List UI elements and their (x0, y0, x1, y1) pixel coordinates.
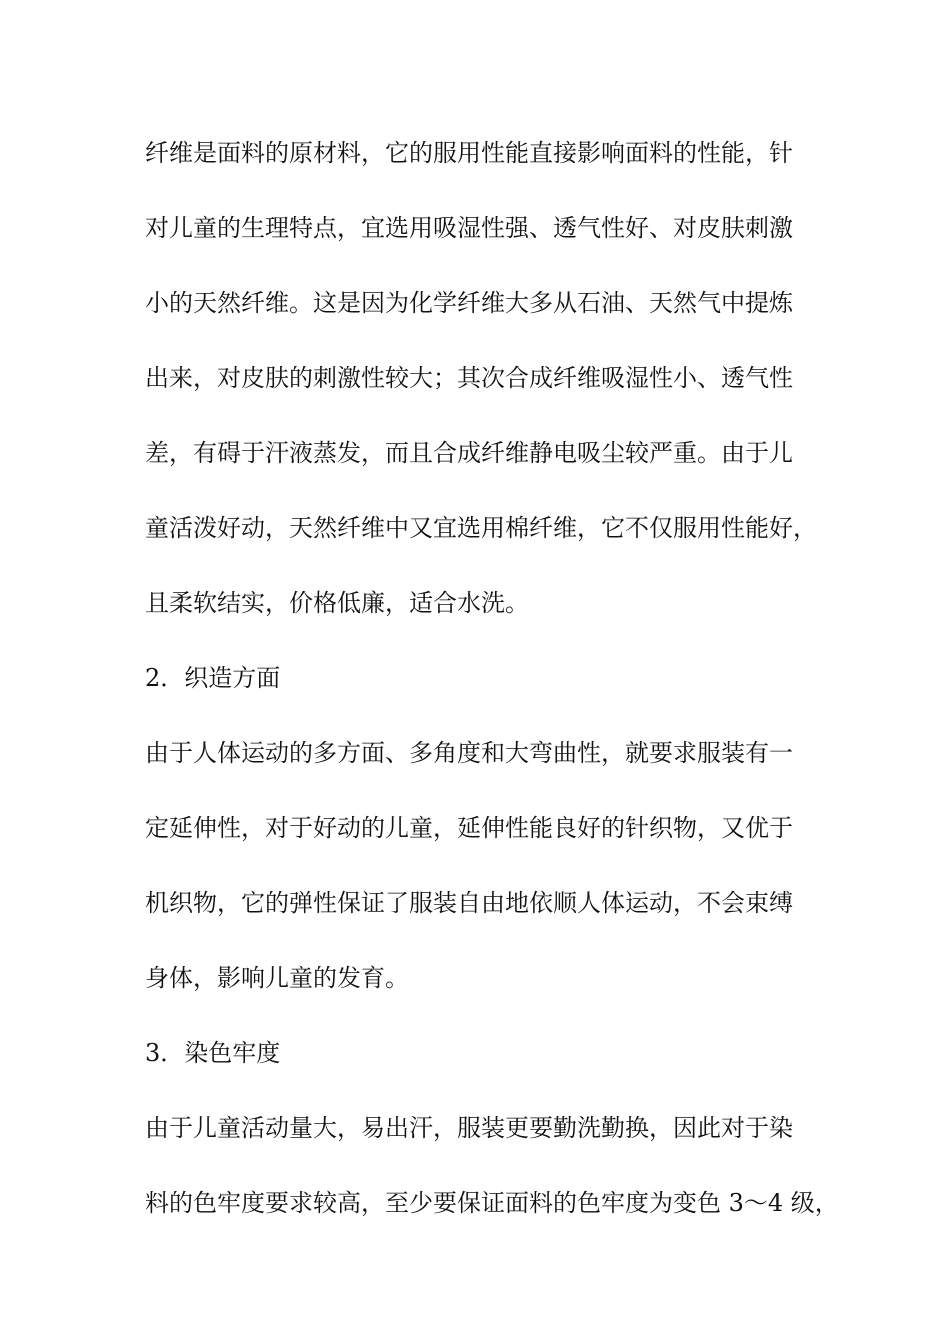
paragraph-line: 由于儿童活动量大，易出汗，服装更要勤洗勤换，因此对于染 (145, 1114, 793, 1142)
section-heading-dye-fastness: 3．染色牢度 (145, 1039, 281, 1067)
paragraph-line: 小的天然纤维。这是因为化学纤维大多从石油、天然气中提炼 (145, 289, 793, 317)
section-heading-weaving: 2．织造方面 (145, 664, 281, 692)
document-body (145, 128, 839, 1253)
paragraph-line: 对儿童的生理特点，宜选用吸湿性强、透气性好、对皮肤刺激 (145, 214, 793, 242)
paragraph-line: 差，有碍于汗液蒸发，而且合成纤维静电吸尘较严重。由于儿 (145, 439, 793, 467)
paragraph-line: 机织物，它的弹性保证了服装自由地依顺人体运动，不会束缚 (145, 889, 793, 917)
paragraph-line: 定延伸性，对于好动的儿童，延伸性能良好的针织物，又优于 (145, 814, 793, 842)
paragraph-line: 且柔软结实，价格低廉，适合水洗。 (145, 589, 529, 617)
paragraph-line: 由于人体运动的多方面、多角度和大弯曲性，就要求服装有一 (145, 739, 793, 767)
paragraph-line: 料的色牢度要求较高，至少要保证面料的色牢度为变色 3～4 级， (145, 1189, 839, 1217)
paragraph-line: 纤维是面料的原材料，它的服用性能直接影响面料的性能，针 (145, 139, 793, 167)
paragraph-line: 出来，对皮肤的刺激性较大；其次合成纤维吸湿性小、透气性 (145, 364, 793, 392)
paragraph-line: 身体，影响儿童的发育。 (145, 964, 409, 992)
paragraph-line: 童活泼好动，天然纤维中又宜选用棉纤维，它不仅服用性能好， (145, 514, 817, 542)
